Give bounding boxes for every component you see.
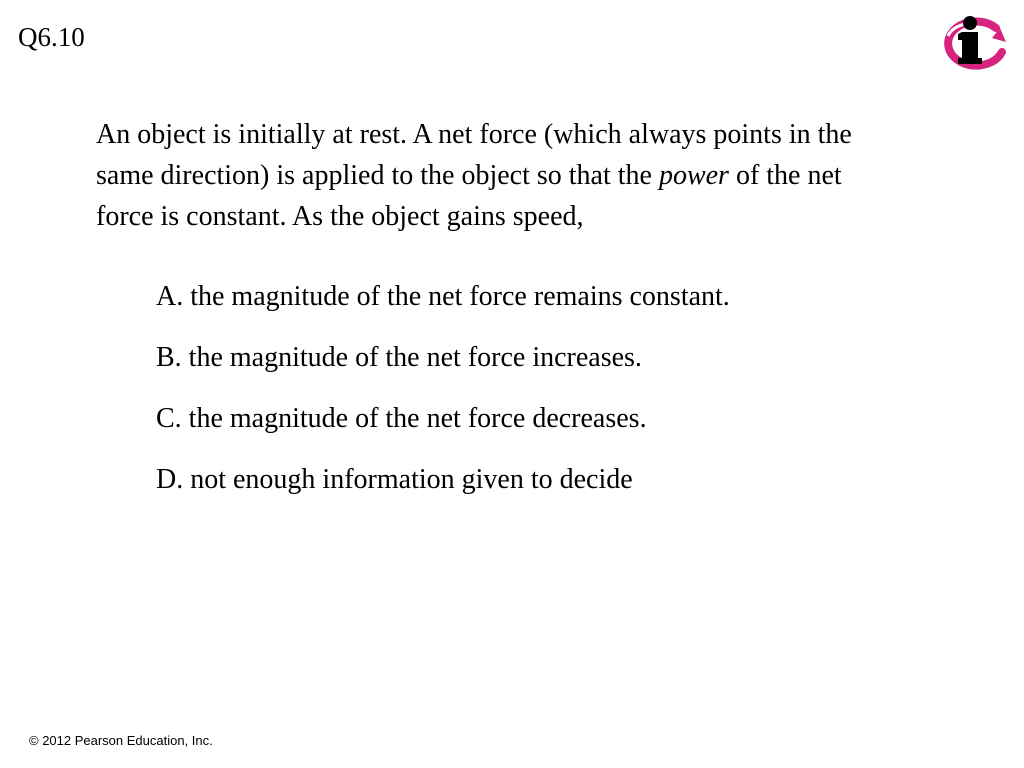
slide-number: Q6.10 [18, 22, 85, 52]
clicker-i-logo-icon [936, 12, 1008, 74]
answer-a: A. the magnitude of the net force remains constant. [156, 281, 730, 312]
answer-list [156, 278, 936, 522]
copyright-footer: © 2012 Pearson Education, Inc. [29, 733, 213, 748]
answer-b: B. the magnitude of the net force increases. [156, 342, 642, 373]
question-text-before: An object is initially at rest. A net force (which always points in the same direction) is applied to the object so that the [96, 119, 852, 191]
answer-d: D. not enough information given to decide [156, 464, 633, 495]
question-text-after: of the net force is constant. As the object gains speed, [96, 160, 842, 232]
answer-c: C. the magnitude of the net force decreases. [156, 403, 647, 434]
question-text [96, 114, 856, 237]
question-emphasis: power [658, 160, 729, 191]
